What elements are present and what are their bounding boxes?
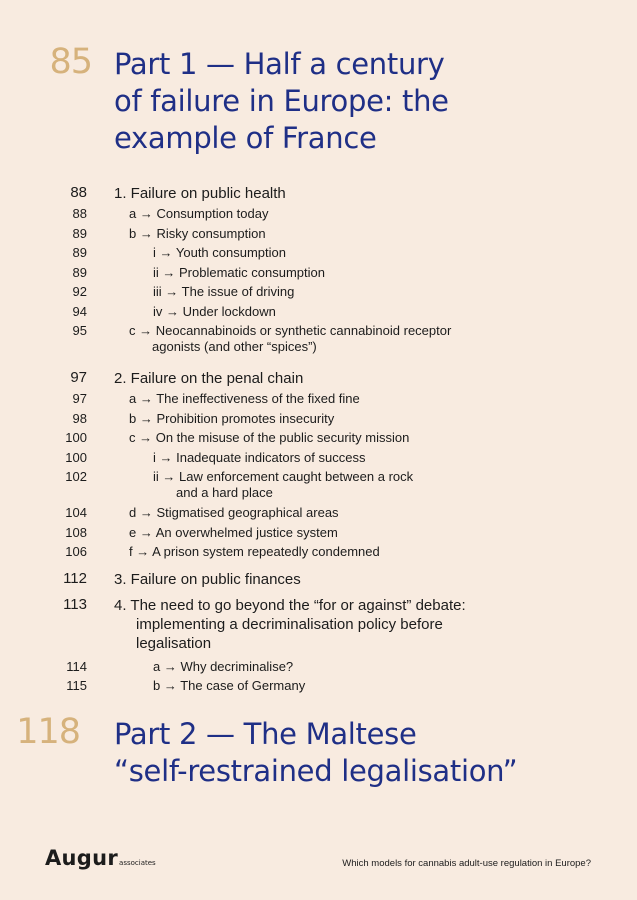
- toc-page-number: 88: [72, 206, 87, 221]
- part-1-page-number: 85: [49, 42, 92, 82]
- toc-page-number: 108: [65, 524, 87, 540]
- toc-entry-title: [153, 450, 365, 466]
- toc-page-number: 89: [72, 225, 87, 241]
- toc-entry[interactable]: [0, 204, 637, 224]
- part-1-title: [114, 46, 614, 157]
- toc-entry-text: 2. Failure on the penal chain: [114, 370, 304, 387]
- toc-page-number: 102: [65, 469, 87, 484]
- part-2-title-line: “self-restrained legalisation”: [114, 754, 518, 788]
- toc-entry-title: [114, 184, 534, 203]
- toc-entry-title: [129, 226, 266, 242]
- toc-entry[interactable]: [0, 182, 637, 204]
- toc-entry[interactable]: [0, 568, 637, 590]
- toc-entry-text: b → The case of Germany: [153, 678, 306, 693]
- toc-page-number: 100: [65, 430, 87, 445]
- footer-tagline: Which models for cannabis adult-use regulation in Europe?: [342, 858, 591, 869]
- toc-entry-text: b → Risky consumption: [129, 225, 266, 241]
- toc-entry-text: iii → The issue of driving: [153, 284, 295, 299]
- toc-page-number: 92: [72, 284, 87, 299]
- toc-entry-title: [129, 544, 380, 560]
- toc-entry-title: [129, 323, 451, 355]
- toc-entry-text: e → An overwhelmed justice system: [129, 524, 338, 540]
- toc-entry-title: [129, 391, 360, 407]
- toc-entry[interactable]: [0, 467, 637, 503]
- part-2-page-number: 118: [16, 712, 80, 752]
- toc-entry[interactable]: [0, 676, 637, 696]
- toc-entry-continuation: implementing a decriminalisation policy before: [136, 615, 443, 633]
- toc-page-number: 95: [72, 323, 87, 338]
- logo-suffix: associates: [119, 859, 156, 867]
- toc-entry-text: i → Youth consumption: [153, 245, 286, 260]
- toc-page-number: 115: [66, 678, 87, 693]
- toc-entry-title: [153, 304, 276, 320]
- toc-page-number: 112: [63, 569, 87, 587]
- toc-entry[interactable]: [0, 448, 637, 468]
- toc-page-number: 88: [70, 184, 87, 201]
- toc-entry-title: [153, 245, 286, 261]
- toc-entry-text: f → A prison system repeatedly condemned: [129, 544, 380, 559]
- toc-entry-title: [114, 369, 534, 388]
- toc-entry[interactable]: [0, 282, 637, 302]
- toc-entry-text: i → Inadequate indicators of success: [153, 449, 366, 465]
- toc-entry-title: [114, 596, 534, 653]
- toc-entry-title: [129, 525, 338, 541]
- toc-entry-title: [153, 469, 413, 501]
- toc-entry-continuation: agonists (and other “spices”): [152, 339, 317, 354]
- toc-entry-title: [114, 570, 534, 589]
- toc-page-number: 97: [70, 369, 87, 386]
- toc-entry-title: [153, 659, 293, 675]
- toc-entry[interactable]: [0, 542, 637, 562]
- part-1-title-line: Part 1 — Half a century: [114, 47, 445, 81]
- toc-entry-title: [129, 206, 268, 222]
- toc-entry[interactable]: [0, 428, 637, 448]
- toc-entry-text: ii → Law enforcement caught between a rock: [153, 469, 414, 484]
- table-of-contents: [0, 182, 637, 696]
- toc-entry[interactable]: [0, 503, 637, 523]
- toc-entry-title: [129, 430, 409, 446]
- toc-entry[interactable]: [0, 657, 637, 677]
- toc-entry[interactable]: [0, 302, 637, 322]
- toc-page-number: 106: [65, 544, 87, 559]
- toc-page-number: 104: [65, 505, 87, 520]
- toc-entry-title: [153, 265, 325, 281]
- toc-entry[interactable]: [0, 523, 637, 543]
- toc-page-number: 114: [66, 658, 87, 674]
- toc-entry-title: [129, 411, 334, 427]
- toc-entry[interactable]: [0, 409, 637, 429]
- toc-entry[interactable]: [0, 367, 637, 389]
- part-1-title-line: example of France: [114, 121, 377, 155]
- part-2-title-line: Part 2 — The Maltese: [114, 717, 417, 751]
- toc-entry-text: ii → Problematic consumption: [153, 264, 325, 280]
- toc-entry[interactable]: [0, 263, 637, 283]
- toc-page-number: 113: [63, 595, 87, 613]
- toc-page-number: 97: [72, 391, 87, 406]
- toc-entry[interactable]: [0, 389, 637, 409]
- toc-entry-text: 3. Failure on public finances: [114, 570, 301, 588]
- logo-text: Augur: [45, 846, 119, 870]
- toc-entry-text: a → Why decriminalise?: [153, 658, 294, 674]
- toc-entry-text: 4. The need to go beyond the “for or against” debate:: [114, 596, 466, 614]
- toc-page-number: 89: [72, 245, 87, 260]
- part-2-title: [114, 716, 614, 790]
- toc-entry-text: b → Prohibition promotes insecurity: [129, 410, 335, 426]
- toc-entry[interactable]: [0, 224, 637, 244]
- toc-entry-text: c → Neocannabinoids or synthetic cannabinoid receptor: [129, 323, 452, 338]
- toc-entry-text: iv → Under lockdown: [153, 303, 276, 319]
- toc-page-number: 100: [65, 449, 87, 465]
- toc-entry-title: [153, 284, 294, 300]
- toc-entry-continuation: and a hard place: [176, 485, 273, 500]
- toc-entry-text: c → On the misuse of the public security mission: [129, 430, 410, 445]
- toc-entry[interactable]: [0, 594, 637, 655]
- toc-entry-title: [129, 505, 339, 521]
- toc-entry-text: a → Consumption today: [129, 206, 269, 221]
- part-1-title-line: of failure in Europe: the: [114, 84, 449, 118]
- toc-entry-text: 1. Failure on public health: [114, 185, 286, 202]
- augur-logo: [45, 846, 156, 870]
- toc-entry-title: [153, 678, 305, 694]
- toc-page-number: 98: [72, 410, 87, 426]
- toc-page-number: 89: [72, 264, 87, 280]
- toc-entry-text: d → Stigmatised geographical areas: [129, 505, 339, 520]
- toc-entry[interactable]: [0, 321, 637, 357]
- toc-entry-text: a → The ineffectiveness of the fixed fine: [129, 391, 360, 406]
- toc-page-number: 94: [72, 303, 87, 319]
- toc-entry-continuation: legalisation: [136, 634, 212, 652]
- toc-entry[interactable]: [0, 243, 637, 263]
